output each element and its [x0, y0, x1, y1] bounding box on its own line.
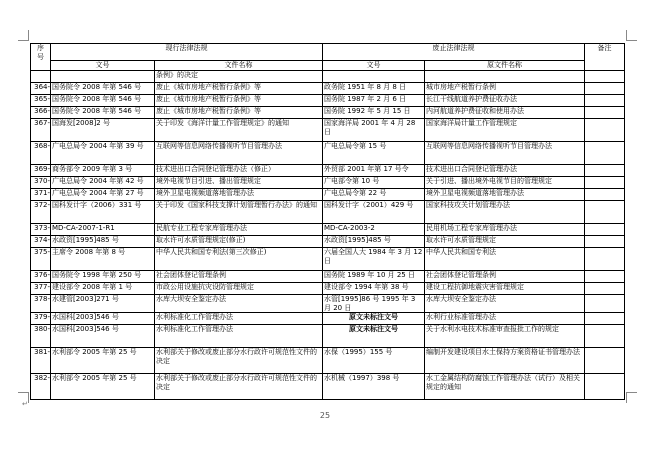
row-no: 375-	[31, 248, 51, 271]
header-row-2	[31, 61, 625, 71]
row-repealed-doc-no: 原文未标注文号	[323, 325, 425, 348]
row-current-file-name: 境外电视节目引进、播出管理规定	[155, 177, 323, 189]
header-file-name: 文件名称	[155, 61, 323, 71]
row-no	[31, 71, 51, 83]
row-repealed-doc-no	[323, 71, 425, 83]
row-no: 379-	[31, 313, 51, 325]
crop-mark-top-right	[626, 30, 637, 41]
row-current-file-name: 水利标准化工作管理办法	[155, 313, 323, 325]
row-original-file-name: 取水许可水质管理规定	[425, 236, 585, 248]
row-current-file-name: 关于印发《海洋计量工作管理规定》的通知	[155, 119, 323, 142]
row-original-file-name: 中华人民共和国专利法	[425, 248, 585, 271]
row-no: 372-	[31, 201, 51, 224]
row-current-doc-no: MD-CA-2007-1-R1	[51, 224, 155, 236]
table-row	[31, 119, 625, 142]
row-current-doc-no: 水国科[2003]546 号	[51, 325, 155, 348]
table-row	[31, 325, 625, 348]
row-remark	[585, 189, 625, 201]
page-number: 25	[319, 411, 331, 420]
row-original-file-name: 城市房地产税暂行条例	[425, 83, 585, 95]
row-repealed-doc-no: 外贸部 2001 年第 17 号令	[323, 165, 425, 177]
row-current-file-name: 废止《城市房地产税暂行条例》等	[155, 107, 323, 119]
row-original-file-name: 民用机场工程专家库管理办法	[425, 224, 585, 236]
row-original-file-name: 互联网等信息网络传播视听节目管理办法	[425, 142, 585, 165]
row-repealed-doc-no: 水管[1995]86 号 1995 年 3 月 20 日	[323, 295, 425, 313]
header-seq	[31, 44, 51, 71]
header-repealed-doc-no: 文号	[323, 61, 425, 71]
row-current-doc-no: 广电总局令 2004 年第 39 号	[51, 142, 155, 165]
row-repealed-doc-no: 水机械（1997）398 号	[323, 374, 425, 400]
row-current-doc-no: 水国科[2003]546 号	[51, 313, 155, 325]
row-remark	[585, 165, 625, 177]
row-no: 382-	[31, 374, 51, 400]
table-row	[31, 107, 625, 119]
row-current-doc-no: 水政资[1995]485 号	[51, 236, 155, 248]
table-row	[31, 248, 625, 271]
row-no: 367-	[31, 119, 51, 142]
row-remark	[585, 313, 625, 325]
header-seq-line2: 号	[37, 52, 44, 61]
row-current-doc-no: 国务院令 2008 年第 546 号	[51, 83, 155, 95]
row-remark	[585, 71, 625, 83]
row-current-doc-no: 建设部令 2008 年第 1 号	[51, 283, 155, 295]
row-remark	[585, 271, 625, 283]
row-original-file-name	[425, 71, 585, 83]
row-original-file-name: 国家海洋局计量工作管理规定	[425, 119, 585, 142]
table-row	[31, 165, 625, 177]
row-current-file-name: 关于印发《国家科技支撑计划管理暂行办法》的通知	[155, 201, 323, 224]
row-current-doc-no: 水建管[2003]271 号	[51, 295, 155, 313]
table-row	[31, 271, 625, 283]
table-row	[31, 71, 625, 83]
row-current-file-name: 市政公用设施抗灾设防管理规定	[155, 283, 323, 295]
table-row	[31, 374, 625, 400]
table-row	[31, 83, 625, 95]
table-row	[31, 201, 625, 224]
row-original-file-name: 境外卫星电视频道落地管理办法	[425, 189, 585, 201]
row-repealed-doc-no: 水保（1995）155 号	[323, 348, 425, 374]
row-remark	[585, 295, 625, 313]
row-current-file-name: 废止《城市房地产税暂行条例》等	[155, 83, 323, 95]
row-remark	[585, 119, 625, 142]
row-no: 378-	[31, 295, 51, 313]
row-original-file-name: 技术进出口合同登记管理办法	[425, 165, 585, 177]
row-no: 374-	[31, 236, 51, 248]
row-repealed-doc-no: 国务院 1989 年 10 月 25 日	[323, 271, 425, 283]
row-remark	[585, 83, 625, 95]
table-row	[31, 283, 625, 295]
row-remark	[585, 177, 625, 189]
header-doc-no: 文号	[51, 61, 155, 71]
row-repealed-doc-no: 建设部令 1994 年第 38 号	[323, 283, 425, 295]
row-repealed-doc-no: 广电部令第 10 号	[323, 177, 425, 189]
row-original-file-name: 关于引进、播出境外电视节目的管理规定	[425, 177, 585, 189]
row-current-file-name: 水利部关于修改或废止部分水行政许可规范性文件的决定	[155, 374, 323, 400]
table-row	[31, 348, 625, 374]
row-no: 377-	[31, 283, 51, 295]
row-remark	[585, 201, 625, 224]
row-current-file-name: 水库大坝安全鉴定办法	[155, 295, 323, 313]
row-original-file-name: 编制开发建设项目水土保持方案资格证书管理办法	[425, 348, 585, 374]
row-no: 366-	[31, 107, 51, 119]
row-repealed-doc-no: 水政资[1995]485 号	[323, 236, 425, 248]
row-current-file-name: 废止《城市房地产税暂行条例》等	[155, 95, 323, 107]
table-header	[31, 44, 625, 71]
row-no: 369-	[31, 165, 51, 177]
row-no: 373-	[31, 224, 51, 236]
header-seq-line1: 序	[37, 44, 44, 52]
row-current-file-name: 境外卫星电视频道落地管理办法	[155, 189, 323, 201]
row-original-file-name: 水工金属结构防腐蚀工作管理办法（试行）及相关规定的通知	[425, 374, 585, 400]
header-row-1	[31, 44, 625, 61]
row-repealed-doc-no: 原文未标注文号	[323, 313, 425, 325]
row-current-doc-no: 广电总局令 2004 年第 27 号	[51, 189, 155, 201]
table-row	[31, 189, 625, 201]
row-current-doc-no: 国科发计字（2006）331 号	[51, 201, 155, 224]
paragraph-mark: ↵	[22, 400, 28, 408]
row-repealed-doc-no: 国务院 1992 年 5 月 15 日	[323, 107, 425, 119]
row-current-file-name: 技术进出口合同登记管理办法（修正）	[155, 165, 323, 177]
row-no: 370-	[31, 177, 51, 189]
row-no: 364-	[31, 83, 51, 95]
row-current-file-name: 水利标准化工作管理办法	[155, 325, 323, 348]
crop-mark-bottom-right	[626, 392, 637, 403]
row-remark	[585, 107, 625, 119]
row-repealed-doc-no: 广电总局令第 22 号	[323, 189, 425, 201]
row-current-doc-no: 商务部令 2009 年第 3 号	[51, 165, 155, 177]
row-repealed-doc-no: 国务院 1987 年 2 月 6 日	[323, 95, 425, 107]
row-current-file-name: 条例》的决定	[155, 71, 323, 83]
row-remark	[585, 348, 625, 374]
table-row	[31, 142, 625, 165]
row-no: 381-	[31, 348, 51, 374]
row-current-doc-no	[51, 71, 155, 83]
row-current-doc-no: 水利部令 2005 年第 25 号	[51, 374, 155, 400]
row-original-file-name: 国家科技攻关计划管理办法	[425, 201, 585, 224]
row-repealed-doc-no: 政务院 1951 年 8 月 8 日	[323, 83, 425, 95]
table-row	[31, 313, 625, 325]
row-repealed-doc-no: MD-CA-2003-2	[323, 224, 425, 236]
row-remark	[585, 224, 625, 236]
row-original-file-name: 水利行业标准管理办法	[425, 313, 585, 325]
table-row	[31, 224, 625, 236]
row-remark	[585, 95, 625, 107]
row-current-doc-no: 国务院令 2008 年第 546 号	[51, 107, 155, 119]
table-body	[31, 71, 625, 400]
row-remark	[585, 236, 625, 248]
row-current-file-name: 民航专业工程专家库管理办法	[155, 224, 323, 236]
row-original-file-name: 社会团体登记管理条例	[425, 271, 585, 283]
header-current-group: 现行法律法规	[51, 44, 323, 61]
row-remark	[585, 374, 625, 400]
row-no: 368-	[31, 142, 51, 165]
row-remark	[585, 248, 625, 271]
row-original-file-name: 水库大坝安全鉴定办法	[425, 295, 585, 313]
row-current-doc-no: 主席令 2008 年第 8 号	[51, 248, 155, 271]
row-current-file-name: 水利部关于修改或废止部分水行政许可规范性文件的决定	[155, 348, 323, 374]
row-remark	[585, 142, 625, 165]
row-remark	[585, 325, 625, 348]
row-remark	[585, 283, 625, 295]
row-current-doc-no: 国务院令 2008 年第 546 号	[51, 95, 155, 107]
header-remarks: 备注	[585, 44, 625, 71]
header-original-file-name: 原文件名称	[425, 61, 585, 71]
table-row	[31, 95, 625, 107]
row-repealed-doc-no: 国家海洋局 2001 年 4 月 28 日	[323, 119, 425, 142]
row-current-doc-no: 国海发[2008]2 号	[51, 119, 155, 142]
table-row	[31, 295, 625, 313]
row-current-file-name: 互联网等信息网络传播视听节目管理办法	[155, 142, 323, 165]
row-current-file-name: 中华人民共和国专利法(第三次修正)	[155, 248, 323, 271]
row-current-doc-no: 国务院令 1998 年第 250 号	[51, 271, 155, 283]
crop-mark-top-left	[18, 30, 29, 41]
row-original-file-name: 长江干线航道养护费征收办法	[425, 95, 585, 107]
row-original-file-name: 内河航道养护费征收和使用办法	[425, 107, 585, 119]
row-no: 376-	[31, 271, 51, 283]
law-table	[30, 43, 625, 400]
header-repealed-group: 废止法律法规	[323, 44, 585, 61]
row-repealed-doc-no: 六届全国人大 1984 年 3 月 12 日	[323, 248, 425, 271]
row-no: 365-	[31, 95, 51, 107]
row-original-file-name: 建设工程抗御地震灾害管理规定	[425, 283, 585, 295]
row-current-doc-no: 水利部令 2005 年第 25 号	[51, 348, 155, 374]
row-original-file-name: 关于水利水电技术标准审查报批工作的规定	[425, 325, 585, 348]
row-no: 380-	[31, 325, 51, 348]
row-current-file-name: 取水许可水质管理规定(修正)	[155, 236, 323, 248]
row-no: 371-	[31, 189, 51, 201]
table-row	[31, 177, 625, 189]
table-row	[31, 236, 625, 248]
row-current-file-name: 社会团体登记管理条例	[155, 271, 323, 283]
row-repealed-doc-no: 广电总局令第 15 号	[323, 142, 425, 165]
row-current-doc-no: 广电总局令 2004 年第 42 号	[51, 177, 155, 189]
row-repealed-doc-no: 国科发计字（2001）429 号	[323, 201, 425, 224]
